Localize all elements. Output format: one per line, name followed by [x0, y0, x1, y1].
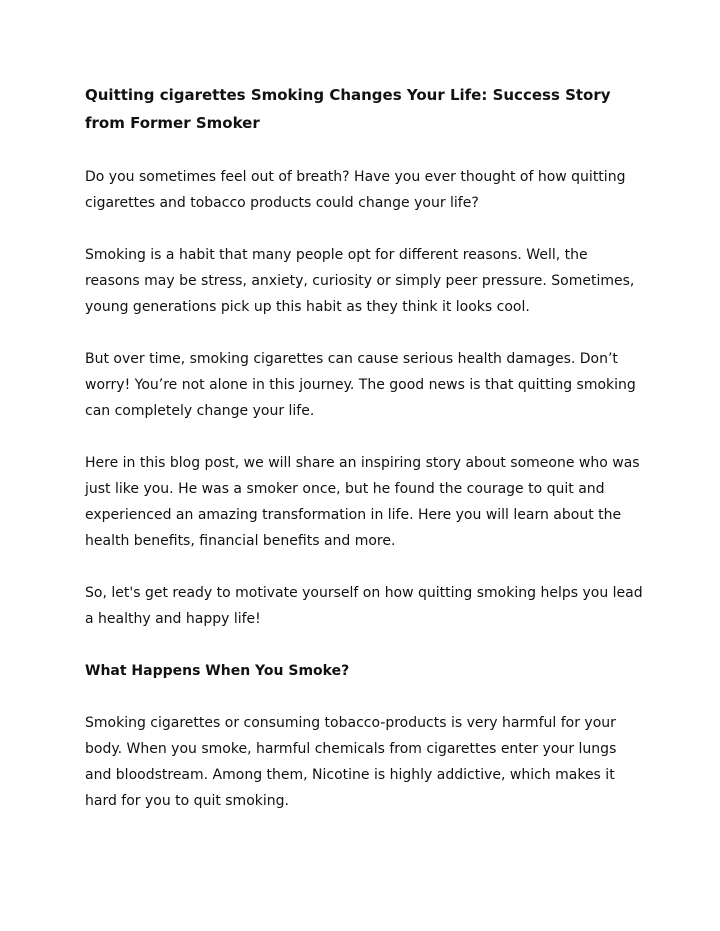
document-title: Quitting cigarettes Smoking Changes Your Life: Success Story from Former Smoker	[85, 86, 611, 132]
document-body	[85, 81, 645, 840]
paragraph-intro-question: Do you sometimes feel out of breath? Have you ever thought of how quitting cigarettes and tobacco products could change your life?	[85, 169, 626, 211]
paragraph-blog-post-intro: Here in this blog post, we will share an inspiring story about someone who was just like you. He was a smoker once, but he found the courage to quit and experienced an amazing transformation in life. Here you will learn about the health benefits, financial benefits and more.	[85, 455, 640, 549]
paragraph-health-damages: But over time, smoking cigarettes can cause serious health damages. Don’t worry! You’re not alone in this journey. The good news is that quitting smoking can completely change your life.	[85, 351, 636, 419]
paragraph-smoking-habit: Smoking is a habit that many people opt for different reasons. Well, the reasons may be stress, anxiety, curiosity or simply peer pressure. Sometimes, young generations pick up this habit as they think it looks cool.	[85, 247, 635, 315]
section-heading: What Happens When You Smoke?	[85, 663, 350, 679]
paragraph-motivation: So, let's get ready to motivate yourself on how quitting smoking helps you lead a healthy and happy life!	[85, 585, 643, 627]
paragraph-harmful-effects: Smoking cigarettes or consuming tobacco-products is very harmful for your body. When you smoke, harmful chemicals from cigarettes enter your lungs and bloodstream. Among them, Nicotine is highly addictive, which makes it hard for you to quit smoking.	[85, 715, 617, 809]
